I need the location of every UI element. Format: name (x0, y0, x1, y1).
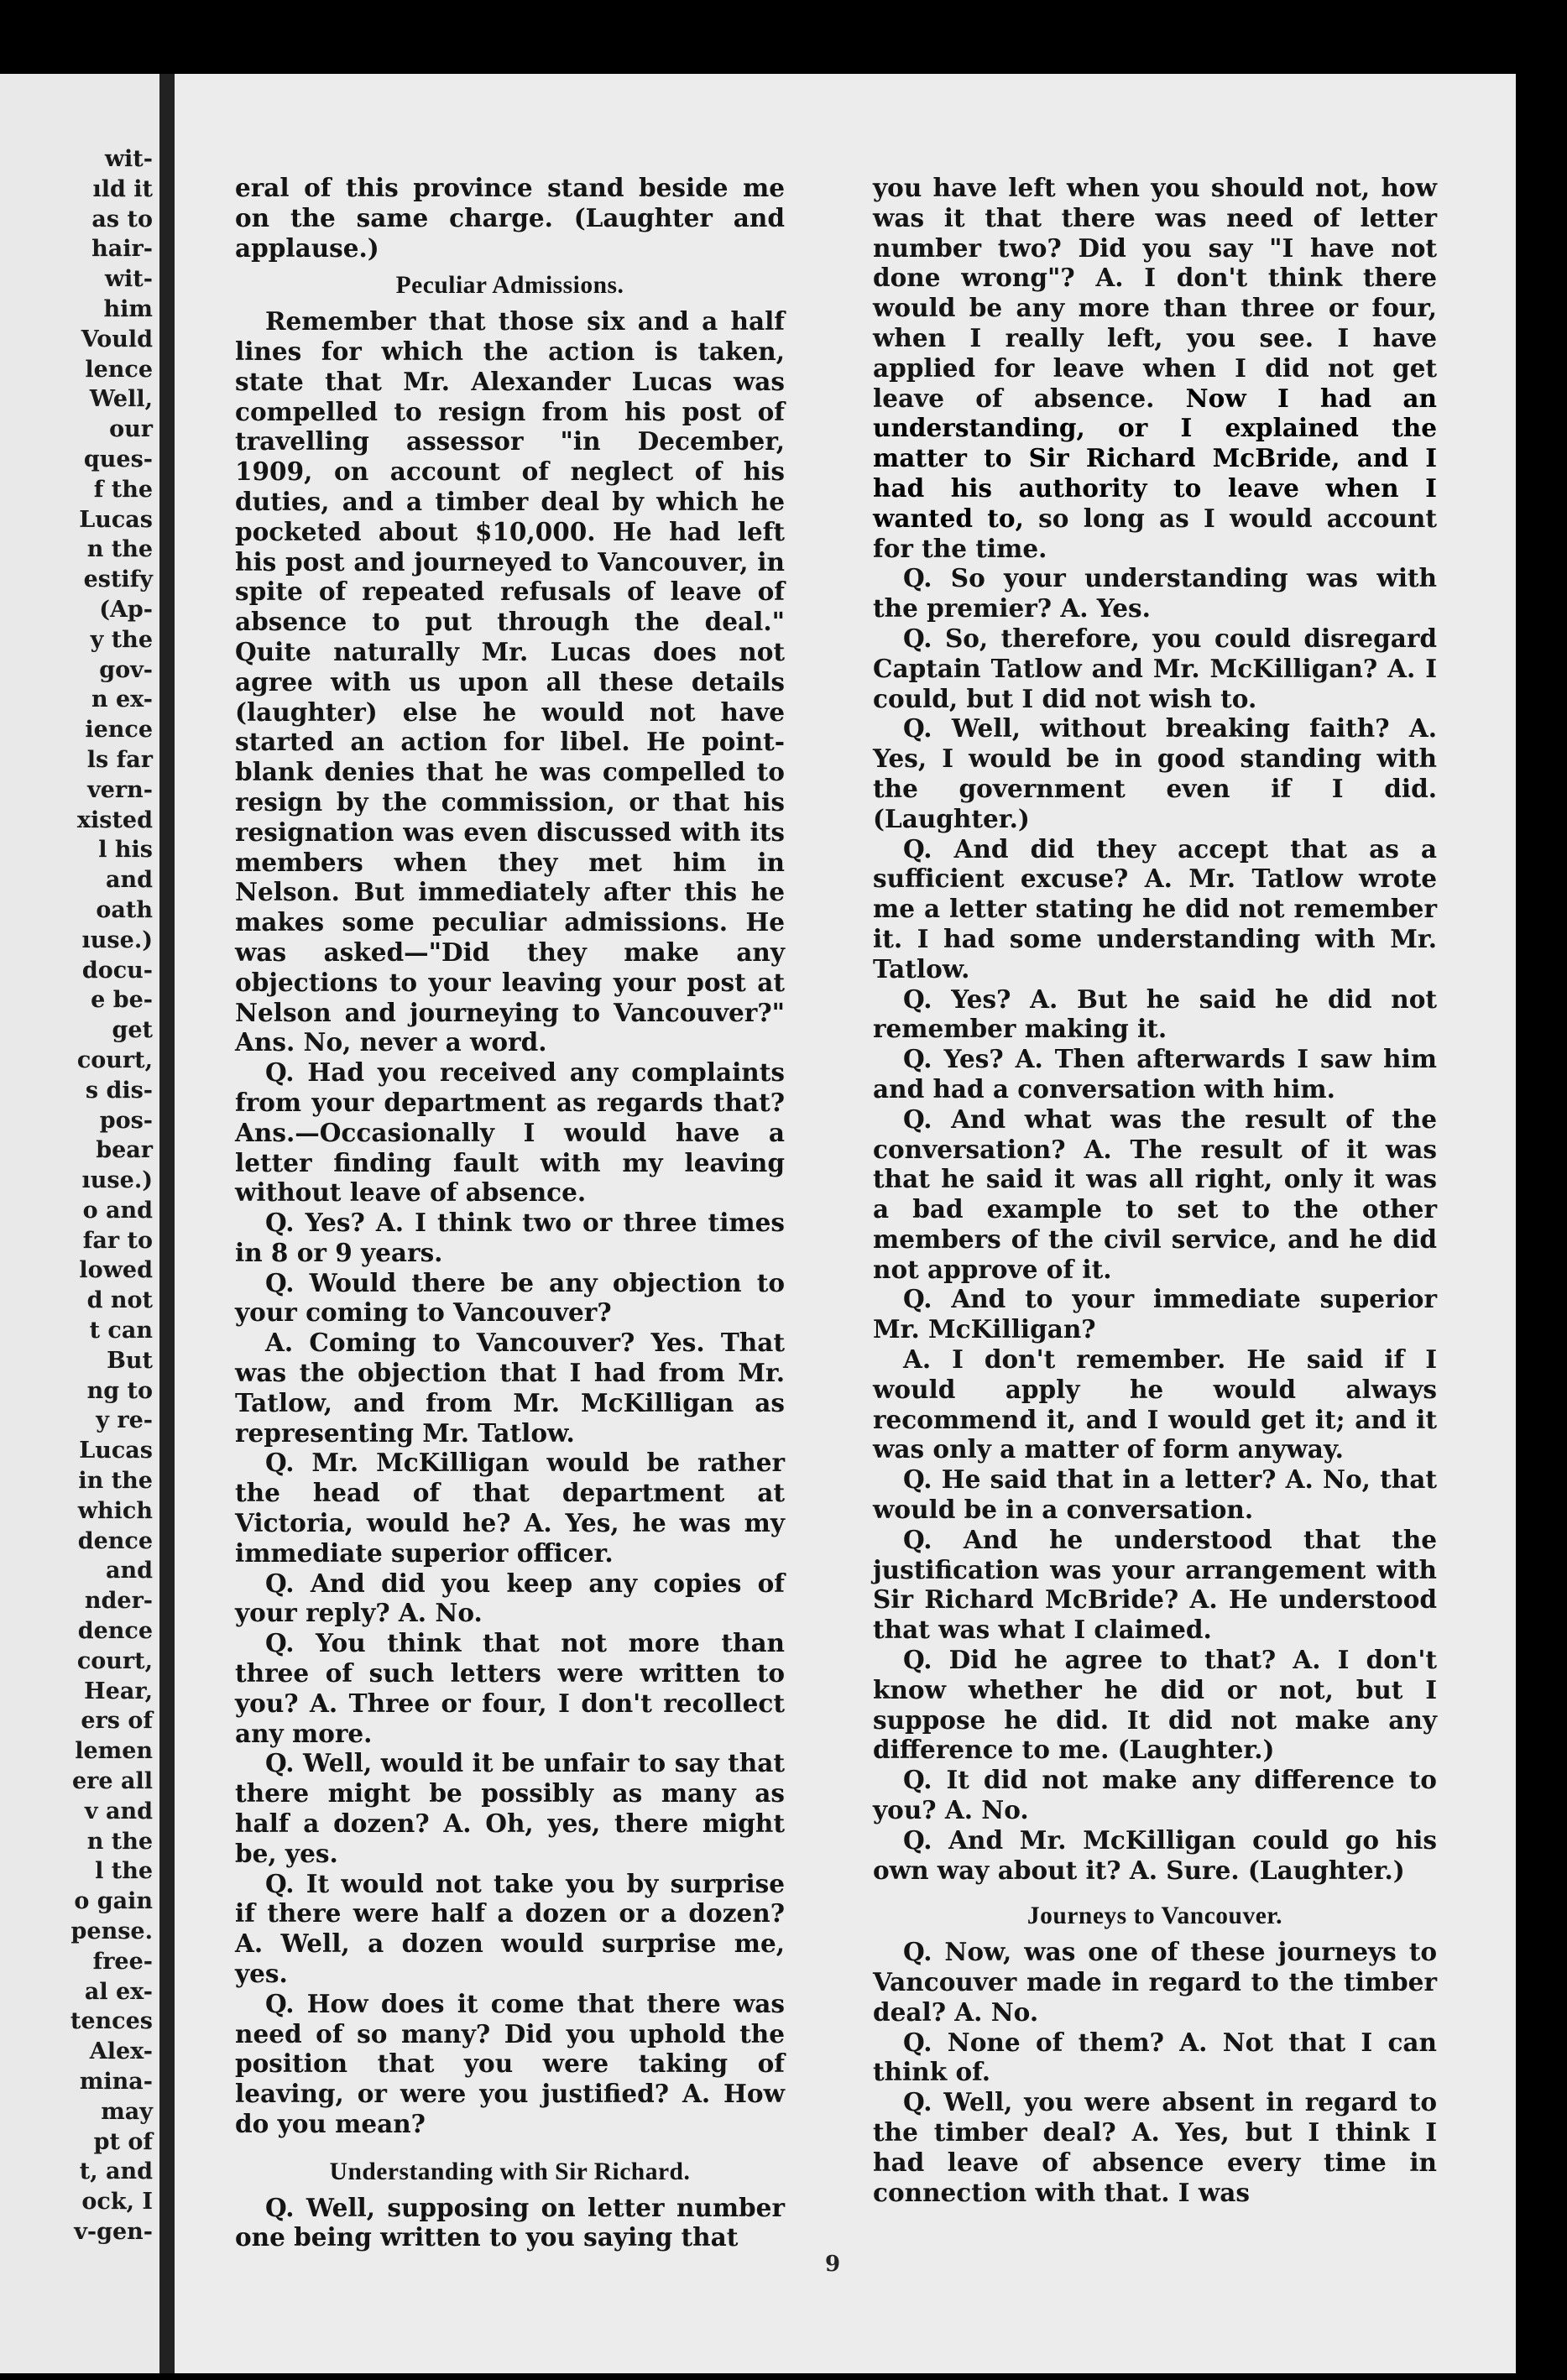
previous-page-line: Vould (81, 326, 153, 352)
previous-page-line: free- (92, 1948, 153, 1975)
previous-page-line: tences (70, 2008, 153, 2035)
section-heading: Journeys to Vancouver. (1026, 1902, 1283, 1930)
previous-page-line: t, and (79, 2158, 153, 2185)
previous-page-line: f the (93, 476, 153, 503)
previous-page-line: hair- (91, 236, 153, 263)
previous-page-line: dence (77, 1527, 153, 1554)
previous-page-line: al ex- (84, 1978, 153, 2005)
previous-page-line: dence (77, 1618, 153, 1645)
previous-page-line: ls far (86, 746, 153, 773)
paragraph: Q. It did not make any difference to you? A. No. (873, 1765, 1437, 1825)
previous-page-fragment (0, 74, 159, 2373)
paragraph: Q. Had you received any complaints from your department as regards that? Ans.—Occasionally I would have a letter finding fault with my leaving without leave of absence. (235, 1057, 785, 1208)
previous-page-line: ience (85, 717, 153, 744)
previous-page-line: ere all (72, 1768, 153, 1795)
previous-page-line: ng to (86, 1377, 153, 1404)
previous-page-line: ıuse.) (81, 926, 153, 953)
previous-page-line: Hear, (84, 1678, 153, 1704)
previous-page-line: mina- (79, 2069, 153, 2095)
paragraph: Q. And did you keep any copies of your reply? A. No. (235, 1568, 785, 1628)
paragraph: Q. And to your immediate superior Mr. McKilligan? (873, 1284, 1437, 1344)
previous-page-line: and (105, 1558, 153, 1584)
previous-page-line: s dis- (85, 1077, 153, 1104)
paragraph: Q. Mr. McKilligan would be rather the head of that department at Victoria, would he? A. Yes, he was my immediate superior officer. (235, 1448, 785, 1568)
previous-page-line: Well, (89, 386, 153, 413)
paragraph: A. I don't remember. He said if I would apply he would always recommend it, and I would get it; and it was only a matter of form anyway. (873, 1344, 1437, 1464)
paragraph: Q. So, therefore, you could disregard Captain Tatlow and Mr. McKilligan? A. I could, but I did not wish to. (873, 623, 1437, 713)
previous-page-line: ers of (81, 1708, 153, 1735)
previous-page-line: Lucas (79, 1438, 153, 1464)
page-gutter (159, 74, 175, 2373)
paragraph: Q. It would not take you by surprise if there were half a dozen or a dozen? A. Well, a dozen would surprise me, yes. (235, 1868, 785, 1989)
previous-page-line: n ex- (91, 686, 153, 713)
previous-page-line: oath (96, 896, 153, 923)
previous-page-line: But (107, 1347, 153, 1374)
previous-page-line: court, (76, 1046, 153, 1073)
previous-page-line: o and (82, 1197, 153, 1224)
previous-page-line: lowed (79, 1257, 153, 1284)
previous-page-line: our (109, 416, 153, 443)
paragraph: A. Coming to Vancouver? Yes. That was the objection that I had from Mr. Tatlow, and from Mr. McKilligan as representing Mr. Tatlow. (235, 1328, 785, 1448)
paragraph: Q. Well, would it be unfair to say that there might be possibly as many as half a dozen? A. Oh, yes, there might be, yes. (235, 1748, 785, 1868)
previous-page-line: Alex- (89, 2038, 153, 2065)
previous-page-line: and (105, 867, 153, 894)
previous-page-line: lemen (75, 1738, 153, 1765)
left-column (235, 173, 785, 2252)
emphasized-text: Now I had an understanding, or I explained the matter to Sir Richard McBride, and I had his authority to leave when I wanted to, (873, 383, 1437, 533)
previous-page-line: which (77, 1497, 153, 1524)
paragraph: Q. Yes? A. I think two or three times in 8 or 9 years. (235, 1208, 785, 1267)
previous-page-line: v-gen- (74, 2218, 153, 2245)
previous-page-line: gov- (99, 656, 153, 683)
paragraph: Q. Well, you were absent in regard to the timber deal? A. Yes, but I think I had leave of absence every time in connection with that. I was (873, 2087, 1437, 2207)
paragraph: Q. Did he agree to that? A. I don't know whether he did or not, but I suppose he did. It did not make any difference to me. (Laughter.) (873, 1645, 1437, 1765)
paragraph: Q. And Mr. McKilligan could go his own way about it? A. Sure. (Laughter.) (873, 1824, 1437, 1885)
paragraph: Q. And what was the result of the conversation? A. The result of it was that he said it was all right, only it was a bad example to set to the other members of the civil service, and he did not approve of it. (873, 1104, 1437, 1284)
previous-page-line: y the (90, 626, 153, 653)
paragraph: Q. How does it come that there was need of so many? Did you uphold the position that you were taking of leaving, or were you justified? A. How do you mean? (235, 1988, 785, 2138)
paragraph: Q. And he understood that the justification was your arrangement with Sir Richard McBride? A. He understood that was what I claimed. (873, 1524, 1437, 1645)
previous-page-line: Lucas (79, 506, 153, 533)
previous-page-line: t can (89, 1318, 153, 1344)
previous-page-line: (Ap- (99, 596, 153, 623)
paragraph: Q. Well, supposing on letter number one being written to you saying that (235, 2192, 785, 2252)
previous-page-line: wit- (104, 266, 153, 293)
paragraph: Q. Well, without breaking faith? A. Yes, I would be in good standing with the government even if I did. (Laughter.) (873, 713, 1437, 833)
previous-page-line: court, (76, 1647, 153, 1674)
paragraph (873, 173, 1437, 563)
paragraph: Remember that those six and a half lines for which the action is taken, state that Mr. Alexander Lucas was compelled to resign from his post of travelling assessor "in December, 1909, on account of neglect of his duties, and a timber deal by which he pocketed about $10,000. He had left his post and journeyed to Vancouver, in spite of repeated refusals of leave of absence to put through the deal." Quite naturally Mr. Lucas does not agree with us upon all these details (laughter) else he would not have started an action for libel. He point-blank denies that he was compelled to resign by the commission, or that his resignation was even discussed with its members when they met him in Nelson. But immediately after this he makes some peculiar admissions. He was asked—"Did they make any objections to your leaving your post at Nelson and journeying to Vancouver?" Ans. No, never a word. (235, 306, 785, 1057)
text-run: so long as I would account for the time. (873, 503, 1437, 563)
previous-page-line: wit- (104, 146, 153, 172)
paragraph: eral of this province stand beside me on the same charge. (Laughter and applause.) (235, 173, 785, 263)
page-number: 9 (825, 2252, 841, 2277)
paragraph: Q. So your understanding was with the premier? A. Yes. (873, 563, 1437, 624)
previous-page-line: far to (82, 1227, 153, 1254)
previous-page-line: bear (96, 1137, 153, 1164)
newspaper-page (175, 74, 1516, 2373)
previous-page-line: y re- (96, 1407, 153, 1434)
previous-page-line: v and (84, 1798, 153, 1824)
previous-page-line: get (112, 1017, 153, 1044)
previous-page-line: as to (91, 206, 153, 232)
previous-page-line: ıuse.) (81, 1167, 153, 1194)
previous-page-line: xisted (76, 806, 153, 833)
previous-page-line: in the (78, 1468, 153, 1495)
previous-page-line: docu- (81, 957, 153, 984)
previous-page-line: ques- (83, 446, 153, 472)
right-column (873, 173, 1437, 2207)
previous-page-line: l his (98, 837, 153, 864)
previous-page-line: n the (86, 536, 153, 563)
previous-page-line: ıld it (92, 175, 153, 202)
paragraph: Q. Would there be any objection to your coming to Vancouver? (235, 1267, 785, 1328)
previous-page-line: o gain (74, 1888, 153, 1915)
paragraph: Q. Now, was one of these journeys to Vancouver made in regard to the timber deal? A. No. (873, 1937, 1437, 2027)
previous-page-line: n the (86, 1828, 153, 1855)
previous-page-line: pt of (93, 2128, 153, 2155)
paragraph: Q. You think that not more than three of such letters were written to you? A. Three or four, I don't recollect any more. (235, 1628, 785, 1748)
previous-page-line: e be- (91, 987, 153, 1014)
section-heading: Peculiar Admissions. (395, 272, 624, 300)
previous-page-line: estify (83, 566, 153, 593)
previous-page-line: may (101, 2098, 153, 2125)
paragraph: Q. Yes? A. But he said he did not remember making it. (873, 984, 1437, 1044)
paragraph: Q. He said that in a letter? A. No, that would be in a conversation. (873, 1464, 1437, 1525)
previous-page-line: pense. (71, 1918, 153, 1945)
previous-page-line: vern- (87, 776, 153, 803)
paragraph: Q. None of them? A. Not that I can think of. (873, 2027, 1437, 2087)
section-heading: Understanding with Sir Richard. (329, 2158, 691, 2185)
paragraph: Q. Yes? A. Then afterwards I saw him and had a conversation with him. (873, 1044, 1437, 1104)
previous-page-line: him (103, 295, 153, 322)
previous-page-line: d not (86, 1287, 153, 1314)
previous-page-line: ock, I (81, 2189, 153, 2216)
previous-page-line: pos- (99, 1107, 153, 1134)
paragraph: Q. And did they accept that as a sufficient excuse? A. Mr. Tatlow wrote me a letter stating he did not remember it. I had some understanding with Mr. Tatlow. (873, 833, 1437, 984)
previous-page-column (2, 144, 153, 2247)
previous-page-line: l the (95, 1858, 153, 1885)
previous-page-line: nder- (84, 1588, 153, 1615)
previous-page-line: lence (85, 356, 153, 383)
text-run: you have left when you should not, how was it that there was need of letter number two? Did you say "I have not done wrong"? A. I don't think there would be any more than three or four, when I really left, you see. I have applied for leave when I did not get leave of absence. (873, 173, 1437, 413)
